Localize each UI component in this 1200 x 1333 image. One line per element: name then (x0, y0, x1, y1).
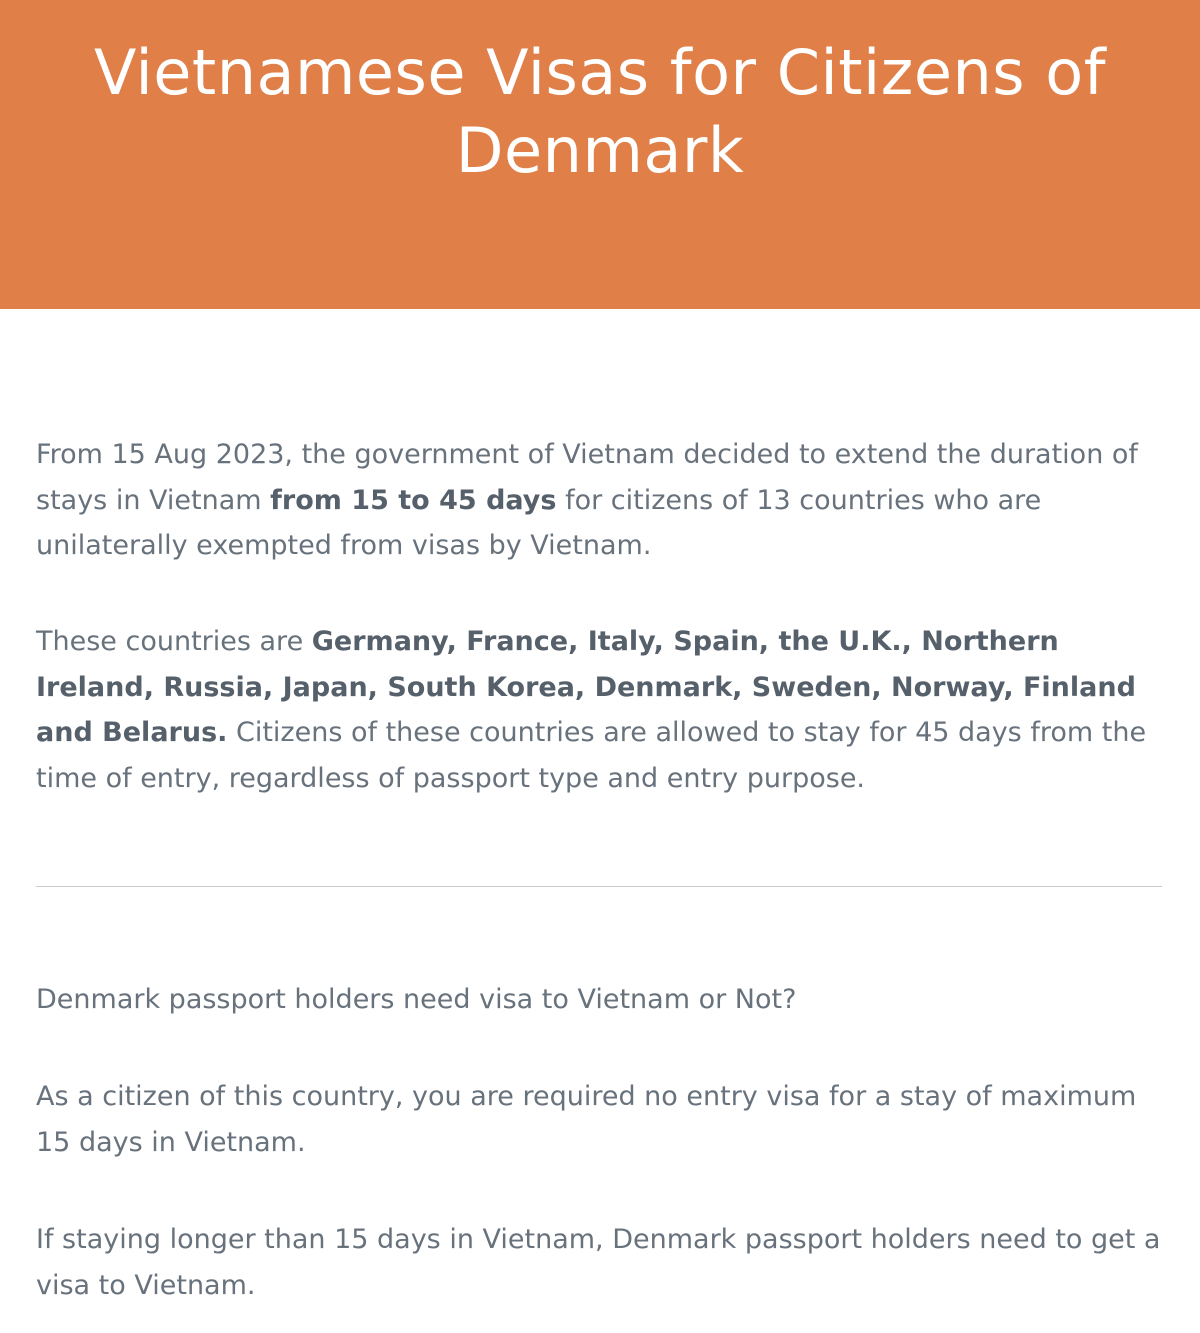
countries-list: Germany, France, Italy, Spain, the U.K., Northern Ireland, Russia, Japan, South Korea, Denmark, Sweden, Norway, Finland and Belarus. (36, 626, 1136, 748)
countries-text-start: These countries are (36, 626, 312, 657)
intro-text-start: From 15 Aug 2023, the government of Vietnam decided to extend the duration of stays in Vietnam (36, 439, 1138, 516)
countries-text-end: Citizens of these countries are allowed to stay for 45 days from the time of entry, regardless of passport type and entry purpose. (36, 717, 1147, 794)
faq-question: Denmark passport holders need visa to Vietnam or Not? (36, 984, 797, 1015)
intro-paragraph-duration (36, 432, 1164, 569)
section-divider (36, 886, 1162, 887)
faq-answer-visa-required: If staying longer than 15 days in Vietnam, Denmark passport holders need to get a visa to Vietnam. (36, 1224, 1161, 1301)
intro-text-end: for citizens of 13 countries who are unilaterally exempted from visas by Vietnam. (36, 484, 1042, 561)
page-title: Vietnamese Visas for Citizens of Denmark (93, 36, 1107, 187)
intro-paragraph-countries (36, 619, 1164, 801)
duration-highlight: from 15 to 45 days (270, 484, 557, 516)
page-header (0, 0, 1200, 309)
faq-answer-no-visa: As a citizen of this country, you are required no entry visa for a stay of maximum 15 days in Vietnam. (36, 1081, 1137, 1158)
article-content (0, 309, 1200, 1333)
